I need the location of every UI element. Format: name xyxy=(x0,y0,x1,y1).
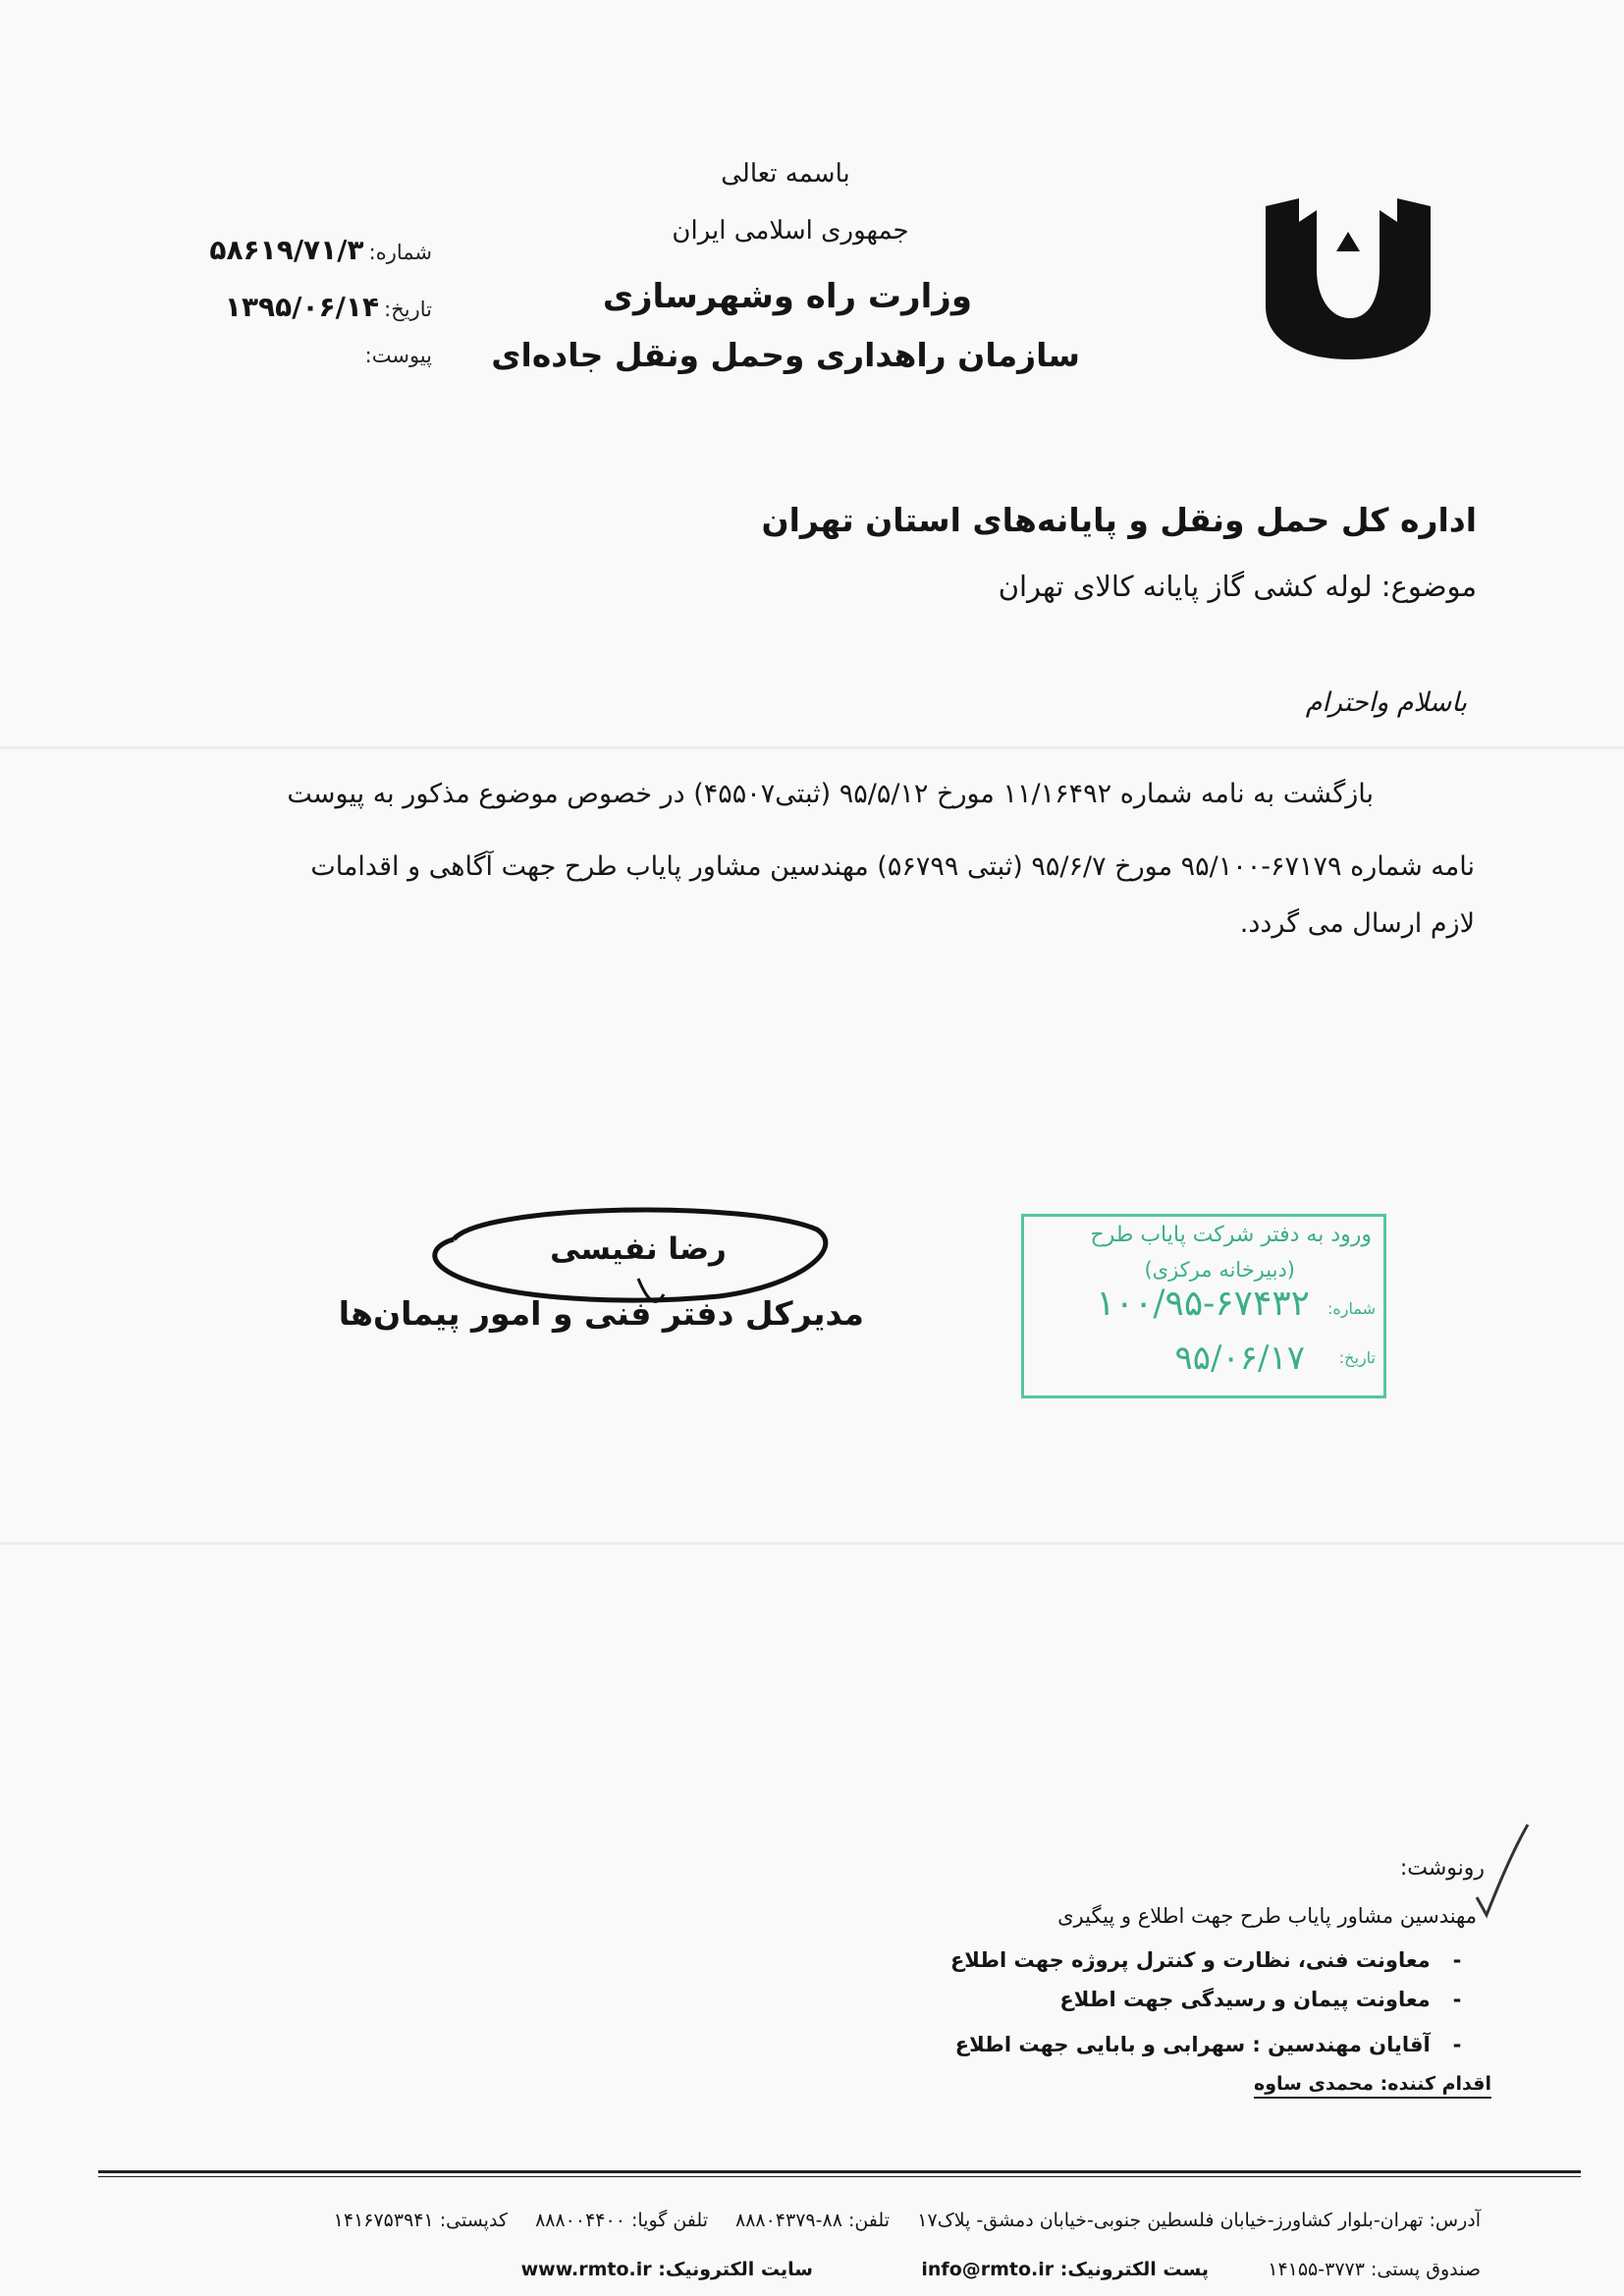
footer-divider xyxy=(98,2176,1581,2177)
letter-attachment-label: پیوست: xyxy=(364,344,432,367)
letter-number xyxy=(187,234,432,266)
cc-item xyxy=(1059,1988,1477,2011)
republic-heading: جمهوری اسلامی ایران xyxy=(672,216,909,246)
cc-item xyxy=(955,2033,1477,2056)
cc-item-text: معاونت پیمان و رسیدگی جهت اطلاع xyxy=(1059,1988,1431,2011)
footer-address: آدرس: تهران-بلوار کشاورز-خیابان فلسطین جنوبی-خیابان دمشق- پلاک۱۷ xyxy=(917,2210,1481,2231)
letter-date xyxy=(187,291,432,323)
body-line: بازگشت به نامه شماره ۱۱/۱۶۴۹۲ مورخ ۹۵/۵/۱۲ (ثبتی۴۵۵۰۷) در خصوص موضوع مذکور به پیوست xyxy=(287,779,1374,809)
ministry-heading: وزارت راه وشهرسازی xyxy=(602,277,972,316)
cc-dash: - xyxy=(1452,1948,1462,1972)
stamp-date-label: تاریخ: xyxy=(1338,1348,1376,1367)
footer-pobox: صندوق پستی: ۳۷۷۳-۱۴۱۵۵ xyxy=(1268,2259,1481,2280)
signer-title: مدیرکل دفتر فنی و امور پیمان‌ها xyxy=(338,1294,864,1333)
body-line: لازم ارسال می گردد. xyxy=(1239,908,1475,939)
cc-item-text: معاونت فنی، نظارت و کنترل پروژه جهت اطلاع xyxy=(949,1948,1431,1972)
footer-phone: تلفن: ۸۸-۸۸۸۰۴۳۷۹ xyxy=(734,2210,890,2231)
cc-dash: - xyxy=(1452,1988,1462,2011)
receipt-stamp xyxy=(1021,1214,1386,1398)
bismillah-heading: باسمه تعالی xyxy=(721,159,850,189)
subject: موضوع: لوله کشی گاز پایانه کالای تهران xyxy=(998,570,1477,603)
paper-fold xyxy=(0,1542,1624,1545)
cc-heading: رونوشت: xyxy=(1399,1856,1485,1881)
letter-date-label: تاریخ: xyxy=(384,298,432,321)
footer-postcode: کدپستی: ۱۴۱۶۷۵۳۹۴۱ xyxy=(333,2210,508,2231)
action-by: اقدام کننده: محمدی ساوه xyxy=(1254,2073,1491,2099)
body-line: نامه شماره ۶۷۱۷۹-۹۵/۱۰۰ مورخ ۹۵/۶/۷ (ثبتی ۵۶۷۹۹) مهندسین مشاور پایاب طرح جهت آگاهی و اقدامات xyxy=(310,851,1475,882)
cc-item xyxy=(950,1948,1477,1972)
stamp-number: ۱۰۰/۹۵-۶۷۴۳۲ xyxy=(1096,1284,1310,1324)
cc-item-text: مهندسین مشاور پایاب طرح جهت اطلاع و پیگیری xyxy=(1057,1904,1477,1928)
signer-name: رضا نفیسی xyxy=(550,1231,727,1267)
letter-number-value: ۵۸۶۱۹/۷۱/۳ xyxy=(209,234,364,266)
footer-fax: تلفن گویا: ۸۸۸۰۰۴۴۰۰ xyxy=(535,2210,708,2231)
greeting: باسلام واحترام xyxy=(1305,687,1467,718)
footer-email: پست الکترونیک: info@rmto.ir xyxy=(921,2259,1209,2280)
letter-number-label: شماره: xyxy=(368,241,432,264)
rmto-logo xyxy=(1260,192,1436,364)
stamp-subtitle: (دبیرخانه مرکزی) xyxy=(1144,1258,1295,1282)
stamp-number-label: شماره: xyxy=(1326,1299,1376,1318)
cc-item xyxy=(1057,1904,1477,1928)
letter-date-value: ۱۳۹۵/۰۶/۱۴ xyxy=(224,291,380,323)
letter-attachment xyxy=(187,344,432,367)
stamp-date: ۹۵/۰۶/۱۷ xyxy=(1174,1339,1305,1378)
footer-divider xyxy=(98,2170,1581,2173)
cc-item-text: آقایان مهندسین : سهرابی و بابایی جهت اطلاع xyxy=(954,2033,1431,2056)
cc-dash: - xyxy=(1452,2033,1462,2056)
recipient: اداره کل حمل ونقل و پایانه‌های استان تهران xyxy=(761,501,1477,539)
footer-website: سایت الکترونیک: www.rmto.ir xyxy=(520,2259,813,2280)
stamp-title: ورود به دفتر شرکت پایاب طرح xyxy=(1090,1223,1372,1247)
organization-heading: سازمان راهداری وحمل ونقل جاده‌ای xyxy=(491,336,1080,374)
paper-fold xyxy=(0,746,1624,749)
